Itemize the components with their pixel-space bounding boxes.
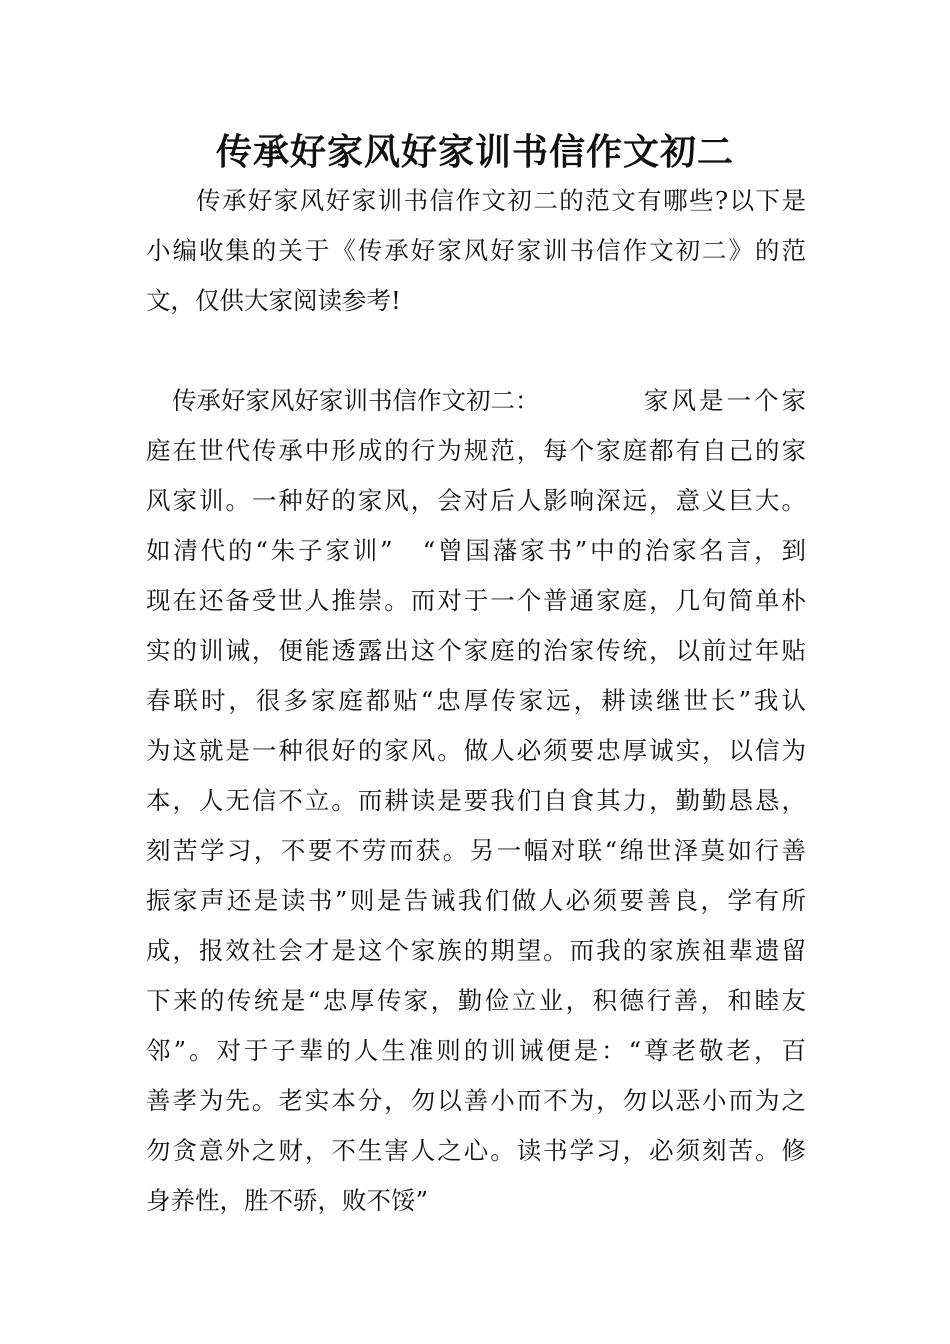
body-line: 为这就是一种很好的家风。做人必须要忠厚诚实，以信为 <box>146 736 806 765</box>
body-line: 现在还备受世人推崇。而对于一个普通家庭，几句简单朴 <box>146 586 806 615</box>
body-line: 成，报效社会才是这个家族的期望。而我的家族祖辈遗留 <box>146 936 806 965</box>
body-line: 邻”。对于子辈的人生准则的训诫便是：“尊老敬老，百 <box>146 1036 806 1065</box>
body-line: 春联时，很多家庭都贴“忠厚传家远，耕读继世长”我认 <box>146 686 806 715</box>
body-line: 刻苦学习，不要不劳而获。另一幅对联“绵世泽莫如行善 <box>146 836 806 865</box>
document-title: 传承好家风好家训书信作文初二 <box>215 131 734 173</box>
body-line: 实的训诫，便能透露出这个家庭的治家传统，以前过年贴 <box>146 636 806 665</box>
body-line: 勿贪意外之财，不生害人之心。读书学习，必须刻苦。修 <box>146 1136 806 1165</box>
body-line: 如清代的“朱子家训” “曾国藩家书”中的治家名言，到 <box>146 536 806 565</box>
body-line: 下来的传统是“忠厚传家，勤俭立业，积德行善，和睦友 <box>146 986 806 1015</box>
intro-line: 小编收集的关于《传承好家风好家训书信作文初二》的范 <box>146 236 806 265</box>
section-heading: 传承好家风好家训书信作文初二： <box>172 386 540 415</box>
body-line: 善孝为先。老实本分，勿以善小而不为，勿以恶小而为之 <box>146 1086 806 1115</box>
body-line: 本，人无信不立。而耕读是要我们自食其力，勤勤恳恳， <box>146 786 806 815</box>
body-line: 振家声还是读书”则是告诫我们做人必须要善良，学有所 <box>146 886 806 915</box>
body-line: 庭在世代传承中形成的行为规范，每个家庭都有自己的家 <box>146 436 806 465</box>
intro-line: 文，仅供大家阅读参考! <box>146 286 401 315</box>
section-heading-line <box>146 376 806 426</box>
body-line: 身养性，胜不骄，败不馁” <box>146 1186 429 1215</box>
body-first-fragment: 家风是一个家 <box>644 386 806 415</box>
body-line: 风家训。一种好的家风，会对后人影响深远，意义巨大。 <box>146 486 806 515</box>
intro-line: 传承好家风好家训书信作文初二的范文有哪些?以下是 <box>196 186 806 215</box>
